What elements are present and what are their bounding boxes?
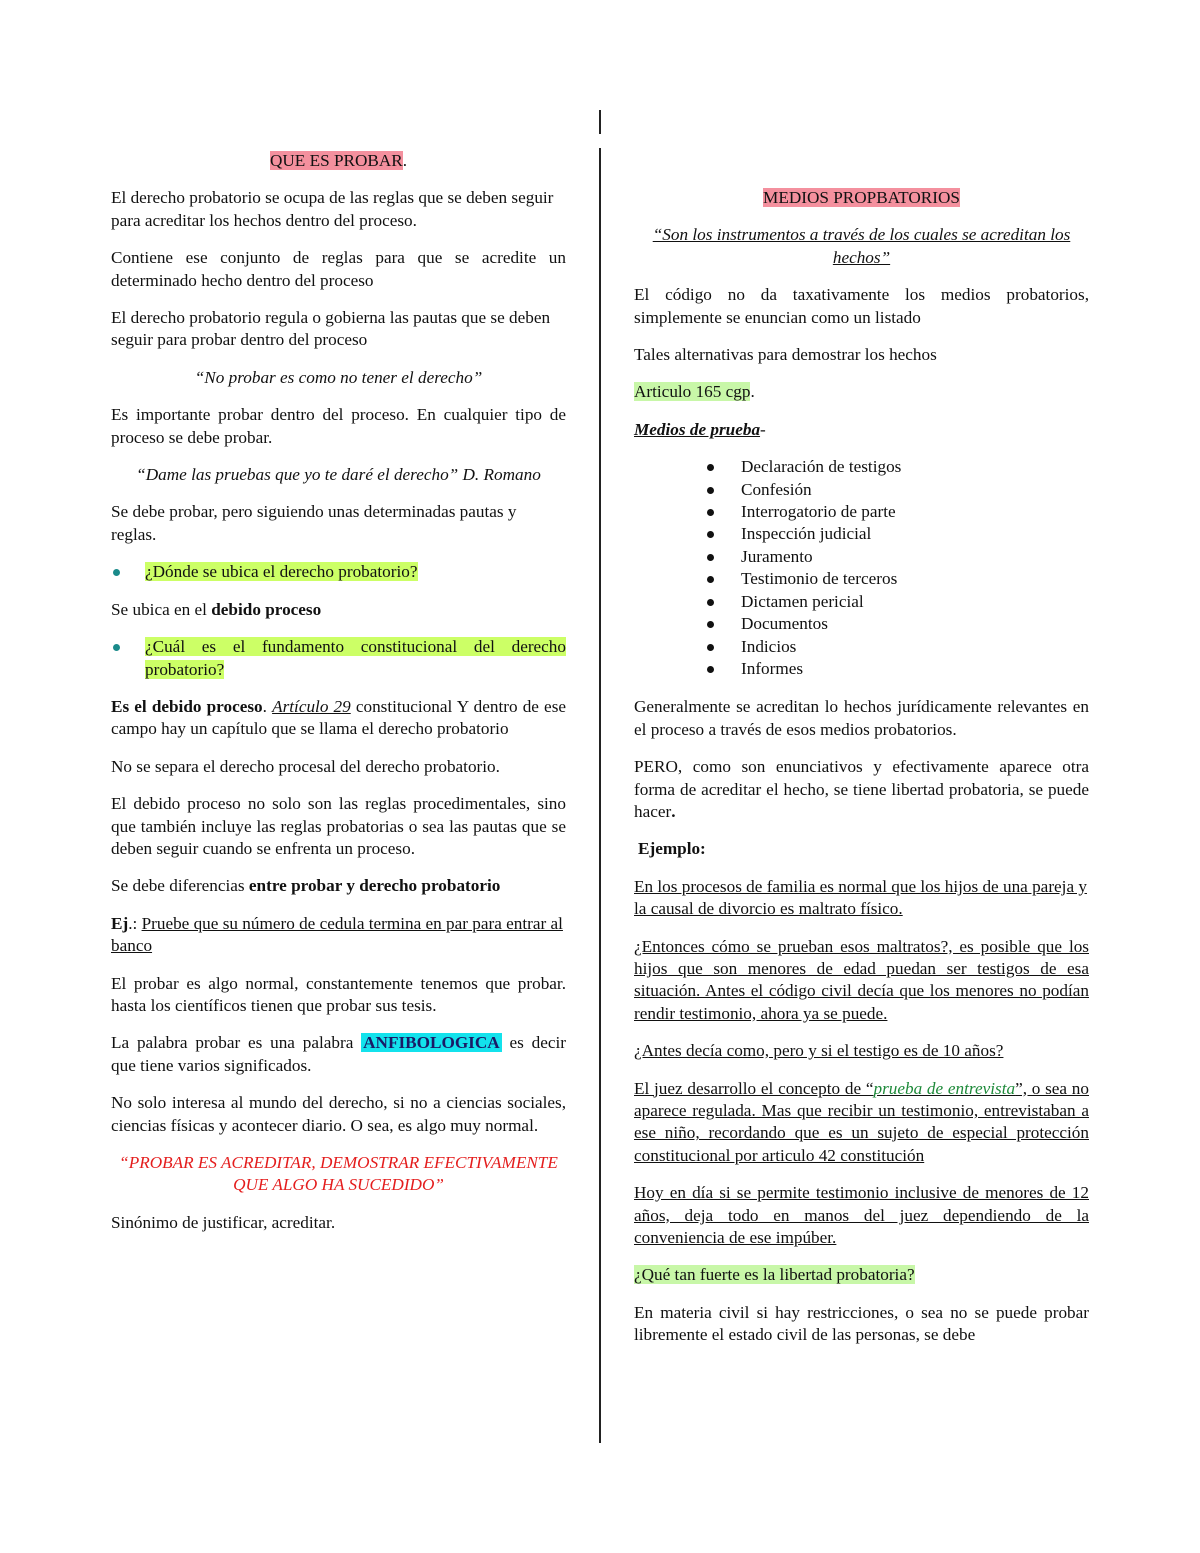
question-text: ¿Cuál es el fundamento constitucional del derecho probatorio?	[145, 637, 566, 679]
list-item: Informes	[634, 658, 1089, 680]
red-quote: “PROBAR ES ACREDITAR, DEMOSTRAR EFECTIVAMENTE QUE ALGO HA SUCEDIDO”	[119, 1153, 558, 1195]
list-item: Documentos	[634, 613, 1089, 635]
paragraph: Se debe probar, pero siguiendo unas determinadas pautas y reglas.	[111, 502, 517, 544]
bullet-dot-icon	[111, 636, 145, 658]
paragraph: PERO, como son enunciativos y efectivamente aparece otra forma de acreditar el hecho, se tiene libertad probatoria, se puede hacer.	[634, 757, 1089, 821]
list-item: Confesión	[634, 479, 1089, 501]
paragraph: Hoy en día si se permite testimonio inclusive de menores de 12 años, deja todo en manos del juez dependiendo de la conveniencia de ese impúber.	[634, 1183, 1089, 1248]
question-item: ¿Qué tan fuerte es la libertad probatoria?	[634, 1265, 915, 1285]
column-divider	[599, 148, 601, 1443]
highlight-term: ANFIBOLOGICA	[363, 1033, 500, 1053]
quote: “No probar es como no tener el derecho”	[194, 367, 483, 387]
paragraph: En los procesos de familia es normal que los hijos de una pareja y la causal de divorcio es maltrato físico.	[634, 876, 1087, 919]
paragraph: Contiene ese conjunto de reglas para que se acredite un determinado hecho dentro del proceso	[111, 248, 566, 290]
list-item: Interrogatorio de parte	[634, 501, 1089, 523]
paragraph: Ej.: Pruebe que su número de cedula termina en par para entrar al banco	[111, 913, 563, 956]
paragraph: No solo interesa al mundo del derecho, si no a ciencias sociales, ciencias físicas y acontecer diario. O sea, es algo muy normal.	[111, 1093, 566, 1135]
medios-list	[634, 456, 1089, 680]
question-item	[111, 636, 566, 681]
list-item: Juramento	[634, 546, 1089, 568]
medios-title: Medios de prueba-	[634, 419, 766, 439]
article-ref: Articulo 165 cgp.	[634, 382, 755, 402]
list-item: Declaración de testigos	[634, 456, 1089, 478]
paragraph: En materia civil si hay restricciones, o sea no se puede probar libremente el estado civil de las personas, se debe	[634, 1302, 1089, 1345]
paragraph: Se ubica en el debido proceso	[111, 599, 322, 619]
bullet-dot-icon	[111, 561, 145, 583]
paragraph: Generalmente se acreditan lo hechos jurídicamente relevantes en el proceso a través de esos medios probatorios.	[634, 697, 1089, 739]
paragraph: La palabra probar es una palabra ANFIBOLOGICA es decir que tiene varios significados.	[111, 1033, 566, 1075]
quote: “Dame las pruebas que yo te daré el derecho” D. Romano	[136, 465, 541, 485]
quote: “Son los instrumentos a través de los cuales se acreditan los hechos”	[652, 225, 1071, 267]
paragraph: ¿Entonces cómo se prueban esos maltratos?, es posible que los hijos que son menores de edad puedan ser testigos de esa situación. Antes el código civil decía que los menores no podían rendir testimonio, ahora ya se puede.	[634, 936, 1089, 1023]
heading-text: MEDIOS PROPBATORIOS	[763, 188, 960, 207]
paragraph: El juez desarrollo el concepto de “prueba de entrevista”, o sea no aparece regulada. Mas que recibir un testimonio, entrevistaban a ese niño, recordando que es un sujeto de especial protección constitucional por articulo 42 constitución	[634, 1078, 1089, 1165]
paragraph: Sinónimo de justificar, acreditar.	[111, 1212, 336, 1232]
right-column	[634, 187, 1089, 1362]
right-heading	[634, 187, 1089, 209]
paragraph: Tales alternativas para demostrar los hechos	[634, 345, 937, 365]
heading-text: QUE ES PROBAR	[269, 151, 403, 170]
example-label: Ejemplo:	[638, 839, 706, 859]
paragraph: El derecho probatorio regula o gobierna las pautas que se deben seguir para probar dentro del proceso	[111, 308, 551, 350]
paragraph: Es el debido proceso. Artículo 29 constitucional Y dentro de ese campo hay un capítulo que se llama el derecho probatorio	[111, 696, 567, 739]
paragraph: El código no da taxativamente los medios probatorios, simplemente se enuncian como un listado	[634, 285, 1089, 327]
paragraph: Es importante probar dentro del proceso. En cualquier tipo de proceso se debe probar.	[111, 405, 566, 447]
paragraph: No se separa el derecho procesal del derecho probatorio.	[111, 756, 500, 776]
question-text: ¿Dónde se ubica el derecho probatorio?	[145, 562, 418, 582]
column-divider-top	[599, 110, 601, 134]
question-item	[111, 561, 566, 583]
paragraph: El debido proceso no solo son las reglas procedimentales, sino que también incluye las reglas probatorias o sea las pautas que se deben seguir cuando se enfrenta un proceso.	[111, 794, 566, 858]
list-item: Indicios	[634, 636, 1089, 658]
list-item: Inspección judicial	[634, 523, 1089, 545]
paragraph: El probar es algo normal, constantemente tenemos que probar. hasta los científicos tienen que probar sus tesis.	[111, 973, 566, 1015]
paragraph: ¿Antes decía como, pero y si el testigo es de 10 años?	[634, 1041, 1004, 1061]
paragraph: El derecho probatorio se ocupa de las reglas que se deben seguir para acreditar los hechos dentro del proceso.	[111, 188, 554, 230]
list-item: Dictamen pericial	[634, 591, 1089, 613]
list-item: Testimonio de terceros	[634, 568, 1089, 590]
paragraph: Se debe diferencias entre probar y derecho probatorio	[111, 876, 501, 896]
left-heading: QUE ES PROBAR.	[269, 151, 408, 170]
left-column	[111, 150, 566, 1249]
